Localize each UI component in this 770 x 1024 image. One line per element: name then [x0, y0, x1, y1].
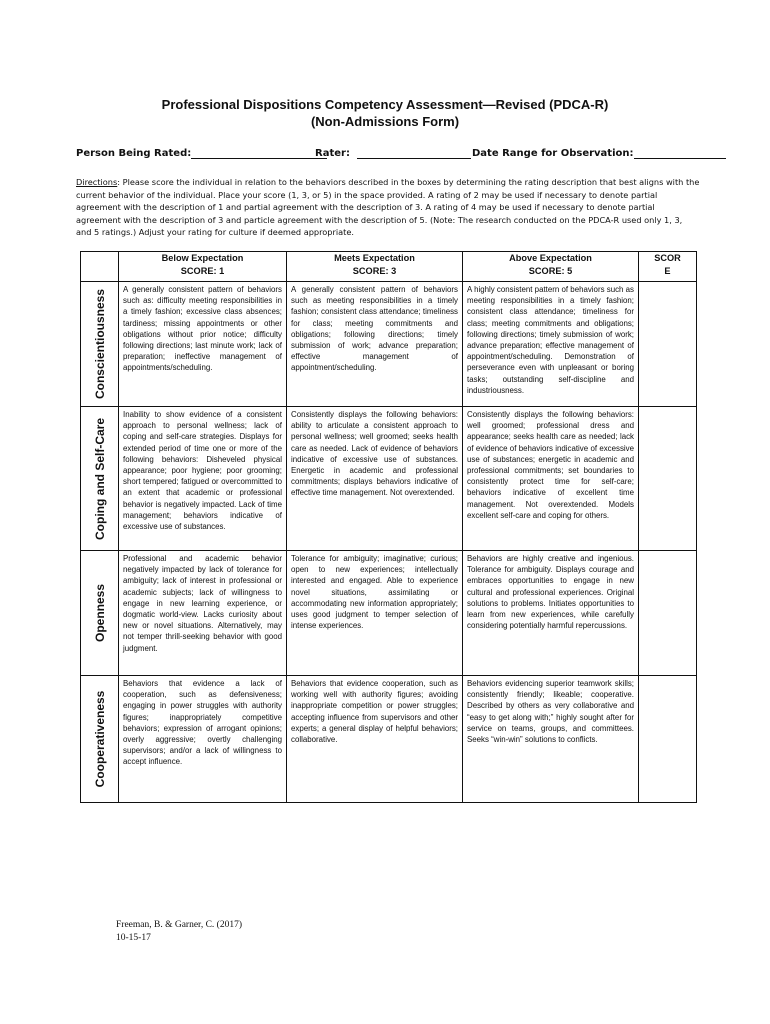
- row-label: Coping and Self-Care: [92, 417, 107, 540]
- below-expectation-label: Below Expectation: [161, 253, 244, 263]
- score-input-cell[interactable]: [639, 407, 697, 551]
- score-header-line1: SCOR: [654, 253, 681, 263]
- meets-expectation-label: Meets Expectation: [334, 253, 415, 263]
- revision-date: 10-15-17: [116, 933, 151, 943]
- date-range-field[interactable]: [472, 148, 726, 159]
- table-header-row: [81, 252, 697, 282]
- person-rated-line[interactable]: [191, 148, 327, 159]
- directions-text: : Please score the individual in relation to the behaviors described in the boxes by determining the rating description that best aligns with the current behavior of the individual. Place your score (1, 3, or 5) in the space provided. A rating of 2 may be used if necessary to denote partial agreement with the description of 1 and partial agreement with the description of 3. A rating of 4 may be used if necessary to denote partial agreement with the description of 3 and particle agreement with the description of 5. (Note: The research conducted on the PDCA-R used only 1, 3, and 5 ratings.) Adjust your rating for culture if deemed appropriate.: [76, 177, 700, 238]
- above-cell: Behaviors are highly creative and ingenious. Tolerance for ambiguity. Displays courage and embraces opportunities to engage in new cultural and professional experiences. Original solutions to problems. Initiates opportunities to learn from new experiences, while carefully considering potentially harmful repercussions.: [463, 551, 639, 676]
- meets-expectation-header: [287, 252, 463, 282]
- form-title: [0, 96, 770, 130]
- above-expectation-label: Above Expectation: [509, 253, 592, 263]
- below-cell: Professional and academic behavior negatively impacted by lack of tolerance for ambiguity; lack of interest in professional or academic subjects; lack of willingness to engage in new learning experience, or dogmatic world-view. Lacks curiosity about new or novel situations. Alternatively, may not temper thrill-seeking behavior with good judgment.: [119, 551, 287, 676]
- above-cell: Consistently displays the following behaviors: well groomed; professional dress and appearance; seeks health care as needed; lack of evidence of behaviors indicative of excessive use of substances; energetic in academic and professional commitments; set boundaries to consistently protect time for self-care; behaviors indicative of excellent time management. Not overextended. Models excellent self-care and coping for others.: [463, 407, 639, 551]
- meets-cell: Consistently displays the following behaviors: ability to articulate a consistent approach to personal wellness; well groomed; seeks health care as needed. Lack of evidence of behaviors indicative of excessive use of substances. Energetic in academic and professional commitments; displays behaviors indicative of effective time management. Not overextended.: [287, 407, 463, 551]
- meets-cell: A generally consistent pattern of behaviors such as meeting responsibilities in a timely fashion; consistent class attendance; timeliness for class; meeting commitments and obligations; following directions; timely submission of work; advance preparation; effective management of appointment/scheduling.: [287, 282, 463, 407]
- row-header-conscientiousness: [81, 282, 119, 407]
- above-cell: Behaviors evidencing superior teamwork skills; consistently friendly; likeable; cooperative. Described by others as very collaborative and “easy to get along with;” highly sought after for service on teams, groups, and committees. Seeks “win-win” solutions to conflicts.: [463, 676, 639, 803]
- date-range-label: Date Range for Observation:: [472, 148, 634, 159]
- row-header-openness: [81, 551, 119, 676]
- score-input-cell[interactable]: [639, 676, 697, 803]
- meets-cell: Behaviors that evidence cooperation, such as working well with authority figures; avoiding inappropriate competition or power struggles; accepting influence from supervisors and other experts; a general display of helpful behaviors; collaborative.: [287, 676, 463, 803]
- row-label: Cooperativeness: [92, 690, 107, 788]
- directions: [76, 176, 700, 239]
- above-cell: A highly consistent pattern of behaviors such as meeting responsibilities in a timely fashion; consistent class attendance; timeliness for class; meeting commitments and obligations; following directions; timely submission of work; advance preparation; effective management of appointment/scheduling. Demonstration of perseverance even with unpleasant or boring tasks; outstanding self-discipline and industriousness.: [463, 282, 639, 407]
- directions-label: Directions: [76, 177, 118, 187]
- rater-label: Rater:: [315, 148, 350, 159]
- date-range-line[interactable]: [634, 148, 726, 159]
- table-row: [81, 407, 697, 551]
- footer: [116, 919, 242, 945]
- below-cell: Inability to show evidence of a consistent approach to personal wellness; lack of coping and self-care strategies. Displays for extended period of time one or more of the following behaviors: Disheveled physical appearance; poor hygiene; poor grooming; short tempered; fatigued or overcommitted to an extent that academic or professional behavior is negatively impacted. Lack of time management; behaviors indicative of excessive use of substances.: [119, 407, 287, 551]
- rating-table: [80, 251, 697, 803]
- above-expectation-header: [463, 252, 639, 282]
- form-title-main: Professional Dispositions Competency Assessment—Revised (PDCA-R): [161, 97, 609, 112]
- meets-score-label: SCORE: 3: [352, 265, 397, 276]
- table-row: [81, 282, 697, 407]
- score-header: [639, 252, 697, 282]
- above-score-label: SCORE: 5: [528, 265, 573, 276]
- score-input-cell[interactable]: [639, 282, 697, 407]
- row-label: Conscientiousness: [92, 288, 107, 400]
- below-cell: Behaviors that evidence a lack of cooperation, such as defensiveness; engaging in power struggles with authority figures; inappropriately competitive behaviors; expression of arrogant opinions; overly aggressive; overtly challenging supervisors; and/or a lack of willingness to accept influence.: [119, 676, 287, 803]
- table-row: [81, 676, 697, 803]
- score-header-line2: E: [664, 265, 671, 276]
- table-row: [81, 551, 697, 676]
- row-header-cooperativeness: [81, 676, 119, 803]
- citation: Freeman, B. & Garner, C. (2017): [116, 920, 242, 930]
- score-input-cell[interactable]: [639, 551, 697, 676]
- person-rated-field[interactable]: [76, 148, 327, 159]
- row-label: Openness: [92, 583, 107, 643]
- form-title-sub: (Non-Admissions Form): [310, 114, 460, 129]
- meets-cell: Tolerance for ambiguity; imaginative; curious; open to new experiences; intellectually interested and engaged. Able to experience novel situations, assimilating or accommodating new information appropriately; uses good judgment to temper selection of intense experiences.: [287, 551, 463, 676]
- row-header-coping: [81, 407, 119, 551]
- rater-field[interactable]: [315, 148, 471, 159]
- rater-line[interactable]: [357, 148, 471, 159]
- person-rated-label: Person Being Rated:: [76, 148, 192, 159]
- below-score-label: SCORE: 1: [180, 265, 225, 276]
- below-cell: A generally consistent pattern of behaviors such as: difficulty meeting responsibilities in a timely fashion; excessive class absences; tardiness; missing appointments or other obligations without prior notice; difficulty following directions; last minute work; lack of preparation; ineffective management of appointments/scheduling.: [119, 282, 287, 407]
- below-expectation-header: [119, 252, 287, 282]
- corner-cell: [81, 252, 119, 282]
